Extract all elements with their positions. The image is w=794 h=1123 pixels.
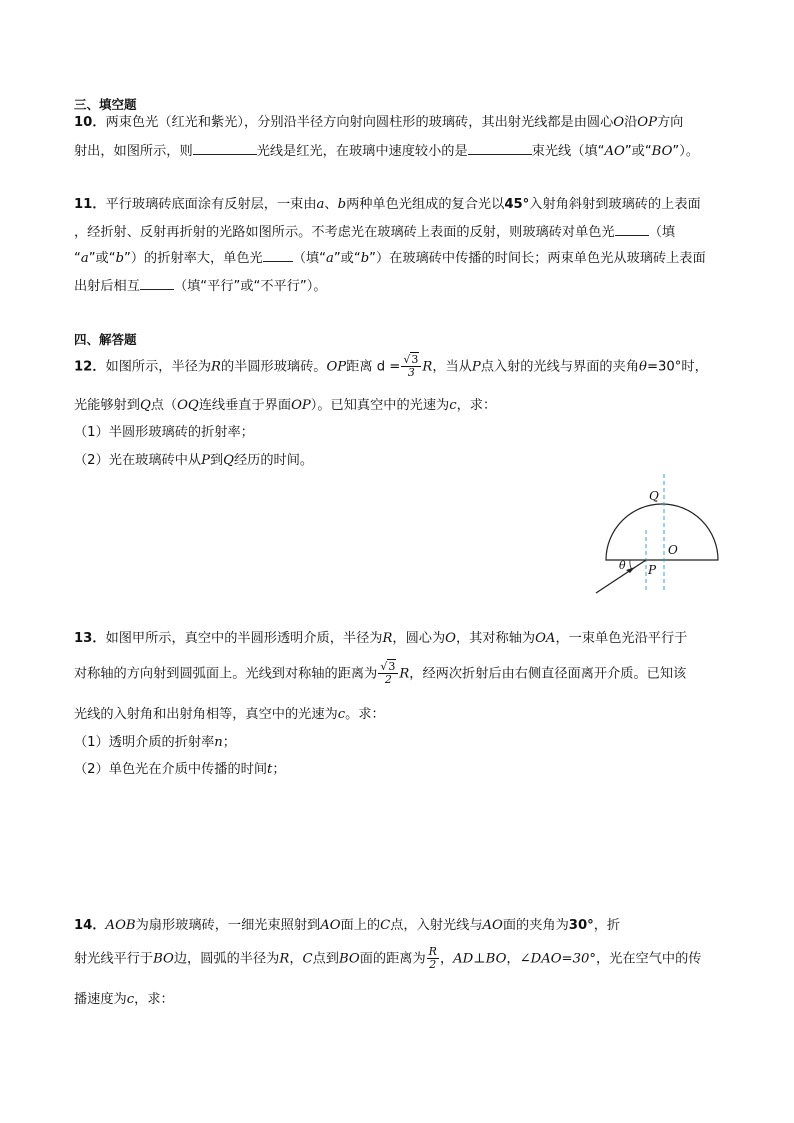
q10-line-2 xyxy=(74,141,699,161)
q12-text: 如图所示，半径为 xyxy=(105,359,212,375)
var-P: P xyxy=(471,359,481,375)
answer-blank xyxy=(140,276,174,290)
q12-line-1 xyxy=(74,354,708,381)
q12-text: 到 xyxy=(209,453,224,468)
q14-text: 点到 xyxy=(312,951,339,967)
q13-text: ，圆心为 xyxy=(392,631,446,646)
q12-text: ，求： xyxy=(456,398,497,413)
q13-text: ； xyxy=(272,762,286,777)
var-P: P xyxy=(201,453,210,468)
var-Q: Q xyxy=(223,453,234,468)
var-R: R xyxy=(279,951,290,967)
var-BO: BO xyxy=(651,144,673,159)
q13-text: 。求： xyxy=(345,707,385,722)
var-OP: OP xyxy=(637,115,657,130)
q14-line-1 xyxy=(74,917,620,935)
q10-text: 两束色光（红光和紫光），分别沿半径方向射向圆柱形的玻璃砖，其出射光线都是由圆心 xyxy=(105,115,614,130)
var-Q: Q xyxy=(139,398,151,413)
denominator: 2 xyxy=(429,958,437,971)
var-AO: AO xyxy=(604,144,625,159)
radicand: 3 xyxy=(388,660,396,673)
q14-text: 面的夹角为 xyxy=(502,918,569,933)
var-a: a xyxy=(325,251,334,266)
q14-text: 点，入射光线与 xyxy=(390,918,483,933)
q12-text: ）。已知真空中的光速为 xyxy=(310,398,450,413)
q13-text: ； xyxy=(222,735,236,750)
answer-blank xyxy=(193,141,257,155)
q12-text: 的半圆形玻璃砖。 xyxy=(220,359,327,375)
q14-text: ，求： xyxy=(134,992,174,1007)
q11-text: 、 xyxy=(324,197,338,212)
numerator: R xyxy=(428,945,437,958)
radicand: 3 xyxy=(411,353,419,366)
var-t: t xyxy=(267,762,273,777)
var-R: R xyxy=(211,359,221,375)
q14-text: 为扇形玻璃砖，一细光束照射到 xyxy=(135,918,321,933)
label-O: O xyxy=(668,543,678,557)
answer-blank xyxy=(615,222,649,236)
q11-text: （填“ xyxy=(292,251,326,266)
angle-value: 30° xyxy=(568,918,594,933)
var-R: R xyxy=(382,631,393,646)
var-b: b xyxy=(115,251,125,266)
q12-text: ，当从 xyxy=(432,359,472,375)
q14-text: 播速度为 xyxy=(74,992,127,1007)
angle-value: 45° xyxy=(504,197,530,212)
var-angle-DAO: ∠DAO=30° xyxy=(519,951,596,967)
q14-line-3 xyxy=(74,991,174,1009)
q10-text: 束光线（填“ xyxy=(531,144,605,159)
q14-text: ，折 xyxy=(593,918,621,933)
q12-text: （2）光在玻璃砖中从 xyxy=(74,453,202,468)
label-P: P xyxy=(648,563,657,577)
denominator: 2 xyxy=(384,673,392,686)
q12-text: =30°时， xyxy=(646,359,708,375)
var-a: a xyxy=(80,251,89,266)
semicircle-glass xyxy=(606,504,718,560)
q12-sub-1: （1）半圆形玻璃砖的折射率； xyxy=(74,425,254,440)
var-c: c xyxy=(126,992,135,1007)
label-Q: Q xyxy=(649,489,659,503)
q10-text: 沿 xyxy=(624,115,638,130)
q12-text: 距离 d = xyxy=(346,359,401,375)
q12-text: 点（ xyxy=(150,398,178,413)
label-theta: θ xyxy=(619,559,626,572)
q11-text: ”或“ xyxy=(88,251,116,266)
q13-text: （1）透明介质的折射率 xyxy=(74,735,215,750)
q13-text: 如图甲所示，真空中的半圆形透明介质，半径为 xyxy=(105,631,383,646)
answer-blank xyxy=(263,248,293,262)
q12-sub-2 xyxy=(74,452,313,470)
q13-line-2 xyxy=(74,661,686,688)
q13-text: ，一束单色光沿平行于 xyxy=(555,631,688,646)
q11-line-4 xyxy=(74,276,327,296)
var-BO: BO xyxy=(153,951,174,967)
q11-text: ”）在玻璃砖中传播的时间长；两束单色光从玻璃砖上表面 xyxy=(369,251,706,266)
q13-sub-2 xyxy=(74,761,286,779)
q13-sub-1 xyxy=(74,734,236,752)
answer-blank xyxy=(468,141,532,155)
var-C: C xyxy=(380,918,391,933)
q11-line-1 xyxy=(74,196,701,214)
q12-text: 光能够射到 xyxy=(74,398,140,413)
q10-text: 射出，如图所示，则 xyxy=(74,144,193,159)
q13-number: 13． xyxy=(74,631,106,646)
q10-text: 方向 xyxy=(656,115,684,130)
q14-line-2 xyxy=(74,946,701,973)
q11-line-2 xyxy=(74,222,675,242)
q14-text: 面上的 xyxy=(340,918,381,933)
var-OP: OP xyxy=(291,398,311,413)
var-AO: AO xyxy=(320,918,341,933)
q11-text: 出射后相互 xyxy=(74,279,140,294)
var-c: c xyxy=(449,398,457,413)
var-OQ: OQ xyxy=(177,398,199,413)
q10-line-1 xyxy=(74,114,683,132)
q13-text: ，其对称轴为 xyxy=(455,631,536,646)
q11-text: 入射角斜射到玻璃砖的上表面 xyxy=(529,197,701,212)
fraction-sqrt3-over-3: $\frac{√3}{3}$ xyxy=(401,354,421,379)
var-b: b xyxy=(337,197,347,212)
q10-text: 光线是红光，在玻璃中速度较小的是 xyxy=(256,144,468,159)
var-a: a xyxy=(316,197,325,212)
q11-line-3 xyxy=(74,248,706,268)
q10-number: 10． xyxy=(74,115,106,130)
q14-text: ，光在空气中的传 xyxy=(595,951,702,967)
denominator: 3 xyxy=(407,366,415,379)
q14-text: 射光线平行于 xyxy=(74,951,154,967)
var-OA: OA xyxy=(535,631,556,646)
var-b: b xyxy=(360,251,370,266)
q13-line-1 xyxy=(74,630,687,648)
q11-text: ”）的折射率大，单色光 xyxy=(124,251,263,266)
var-c: c xyxy=(337,707,346,722)
q14-text: 面的距离为 xyxy=(359,951,426,967)
q14-text: ， xyxy=(506,951,520,967)
q14-text: ， xyxy=(439,951,454,967)
q11-number: 11． xyxy=(74,197,106,212)
q12-semicircle-diagram xyxy=(590,472,750,602)
var-AO: AO xyxy=(482,918,503,933)
q13-text: ，经两次折射后由右侧直径面离开介质。已知该 xyxy=(409,666,687,682)
q14-text: 边，圆弧的半径为 xyxy=(173,951,280,967)
var-OP: OP xyxy=(326,359,347,375)
fraction-sqrt3-over-2: $\frac{√3}{2}$ xyxy=(378,661,398,686)
q12-text: 经历的时间。 xyxy=(233,453,314,468)
section-3-heading: 三、填空题 xyxy=(74,97,137,112)
q10-text: ”）。 xyxy=(672,144,700,159)
var-BO: BO xyxy=(338,951,360,967)
q13-text: （2）单色光在介质中传播的时间 xyxy=(74,762,268,777)
q11-text: 平行玻璃砖底面涂有反射层，一束由 xyxy=(105,197,317,212)
var-theta: θ xyxy=(639,359,647,375)
q11-text: （填 xyxy=(648,225,676,240)
q11-text: ”或“ xyxy=(333,251,361,266)
q12-text: 点入射的光线与界面的夹角 xyxy=(480,359,639,375)
var-O: O xyxy=(445,631,456,646)
section-4-heading: 四、解答题 xyxy=(74,332,137,347)
q13-text: 光线的入射角和出射角相等，真空中的光速为 xyxy=(74,707,338,722)
var-R: R xyxy=(422,359,433,375)
q12-text: 连线垂直于界面 xyxy=(198,398,292,413)
q11-text: 两种单色光组成的复合光以 xyxy=(346,197,505,212)
q12-line-2 xyxy=(74,397,496,415)
var-AD-perp-BO: AD⊥BO xyxy=(453,951,507,967)
var-O: O xyxy=(613,115,625,130)
fraction-R-over-2 xyxy=(427,946,439,971)
q10-text: ”或“ xyxy=(624,144,652,159)
q12-number: 12． xyxy=(74,359,106,375)
var-R: R xyxy=(399,666,410,682)
var-C: C xyxy=(302,951,313,967)
q13-line-3 xyxy=(74,706,385,724)
q11-text: （填“平行”或“不平行”）。 xyxy=(173,279,327,294)
q13-text: 对称轴的方向射到圆弧面上。光线到对称轴的距离为 xyxy=(74,666,378,682)
q11-text: ，经折射、反射再折射的光路如图所示。不考虑光在玻璃砖上表面的反射，则玻璃砖对单色光 xyxy=(74,225,615,240)
q11-text: “ xyxy=(74,251,81,266)
var-n: n xyxy=(214,735,223,750)
var-AOB: AOB xyxy=(105,918,136,933)
q14-text: ， xyxy=(289,951,303,967)
q14-number: 14． xyxy=(74,918,106,933)
